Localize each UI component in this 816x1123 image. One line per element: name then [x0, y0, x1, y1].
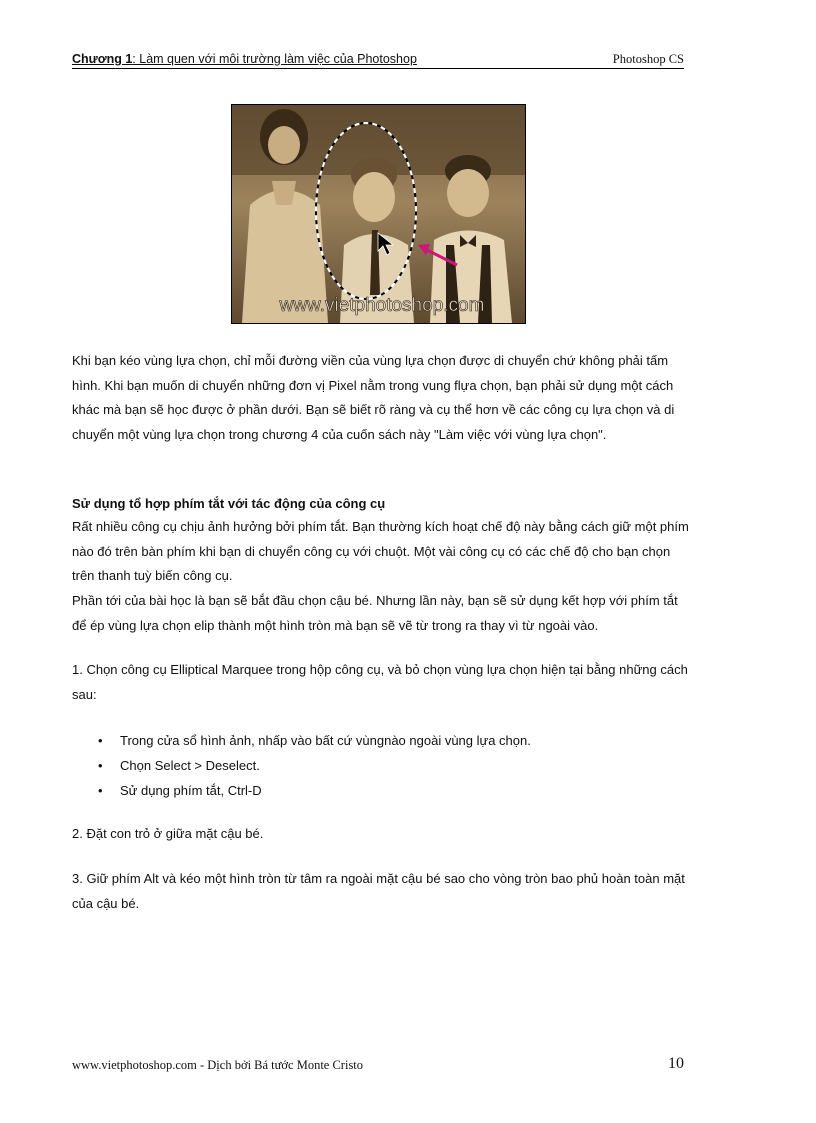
page-header [72, 52, 684, 69]
paragraph-next-lesson: Phần tới của bài học là bạn sẽ bắt đầu chọn cậu bé. Nhưng lần này, bạn sẽ sử dụng kết hợp với phím tắt để ép vùng lựa chọn elip thành một hình tròn mà bạn sẽ vẽ từ trong ra thay vì từ ngoài vào. [72, 593, 678, 633]
list-item [72, 728, 692, 753]
bullet-icon: • [98, 758, 103, 773]
paragraph-shortcuts: Rất nhiều công cụ chịu ảnh hưởng bởi phím tắt. Bạn thường kích hoạt chế độ này bằng cách giữ một phím nào đó trên bàn phím khi bạn di chuyển công cụ với chuột. Một vài công cụ có các chế độ cho bạn chọn trên thanh tuỳ biến công cụ. [72, 519, 689, 583]
footer-credit: www.vietphotoshop.com - Dịch bởi Bá tước Monte Cristo [72, 1058, 364, 1072]
chapter-title: : Làm quen với môi trường làm việc của Photoshop [132, 52, 417, 66]
chapter-heading [72, 52, 417, 66]
section-heading: Sử dụng tổ hợp phím tắt với tác động của công cụ [72, 496, 386, 511]
book-title: Photoshop CS [612, 52, 684, 66]
list-item [72, 753, 692, 778]
list-item-text: Chọn Select > Deselect. [120, 758, 260, 773]
photo-illustration [232, 105, 525, 323]
watermark-text: www.vietphotoshop.com [279, 295, 485, 316]
step-2: 2. Đặt con trỏ ở giữa mặt cậu bé. [72, 826, 264, 841]
chapter-label: Chương 1 [72, 52, 133, 66]
list-item-text: Sử dụng phím tắt, Ctrl-D [120, 783, 262, 798]
bullet-icon: • [98, 783, 103, 798]
page-number: 10 [668, 1055, 684, 1072]
paragraph-selection-move: Khi bạn kéo vùng lựa chọn, chỉ mỗi đường viền của vùng lựa chọn được di chuyển chứ không phải tấm hình. Khi bạn muốn di chuyển những đơn vị Pixel nằm trong vung flựa chọn, bạn phải sử dụng một cách khác mà bạn sẽ học được ở phần dưới. Bạn sẽ biết rõ ràng và cụ thể hơn về các công cụ lựa chọn và di chuyển một vùng lựa chọn trong chương 4 của cuốn sách này "Làm việc với vùng lựa chọn". [72, 353, 675, 442]
deselect-methods-list [72, 728, 692, 803]
bullet-icon: • [98, 733, 103, 748]
sepia-photo-figure [231, 104, 526, 324]
list-item-text: Trong cửa sổ hình ảnh, nhấp vào bất cứ vùngnào ngoài vùng lựa chọn. [120, 733, 531, 748]
step-1: 1. Chọn công cụ Elliptical Marquee trong hộp công cụ, và bỏ chọn vùng lựa chọn hiện tại bằng những cách sau: [72, 662, 688, 702]
list-item [72, 778, 692, 803]
step-3: 3. Giữ phím Alt và kéo một hình tròn từ tâm ra ngoài mặt cậu bé sao cho vòng tròn bao phủ hoàn toàn mặt của cậu bé. [72, 871, 685, 911]
